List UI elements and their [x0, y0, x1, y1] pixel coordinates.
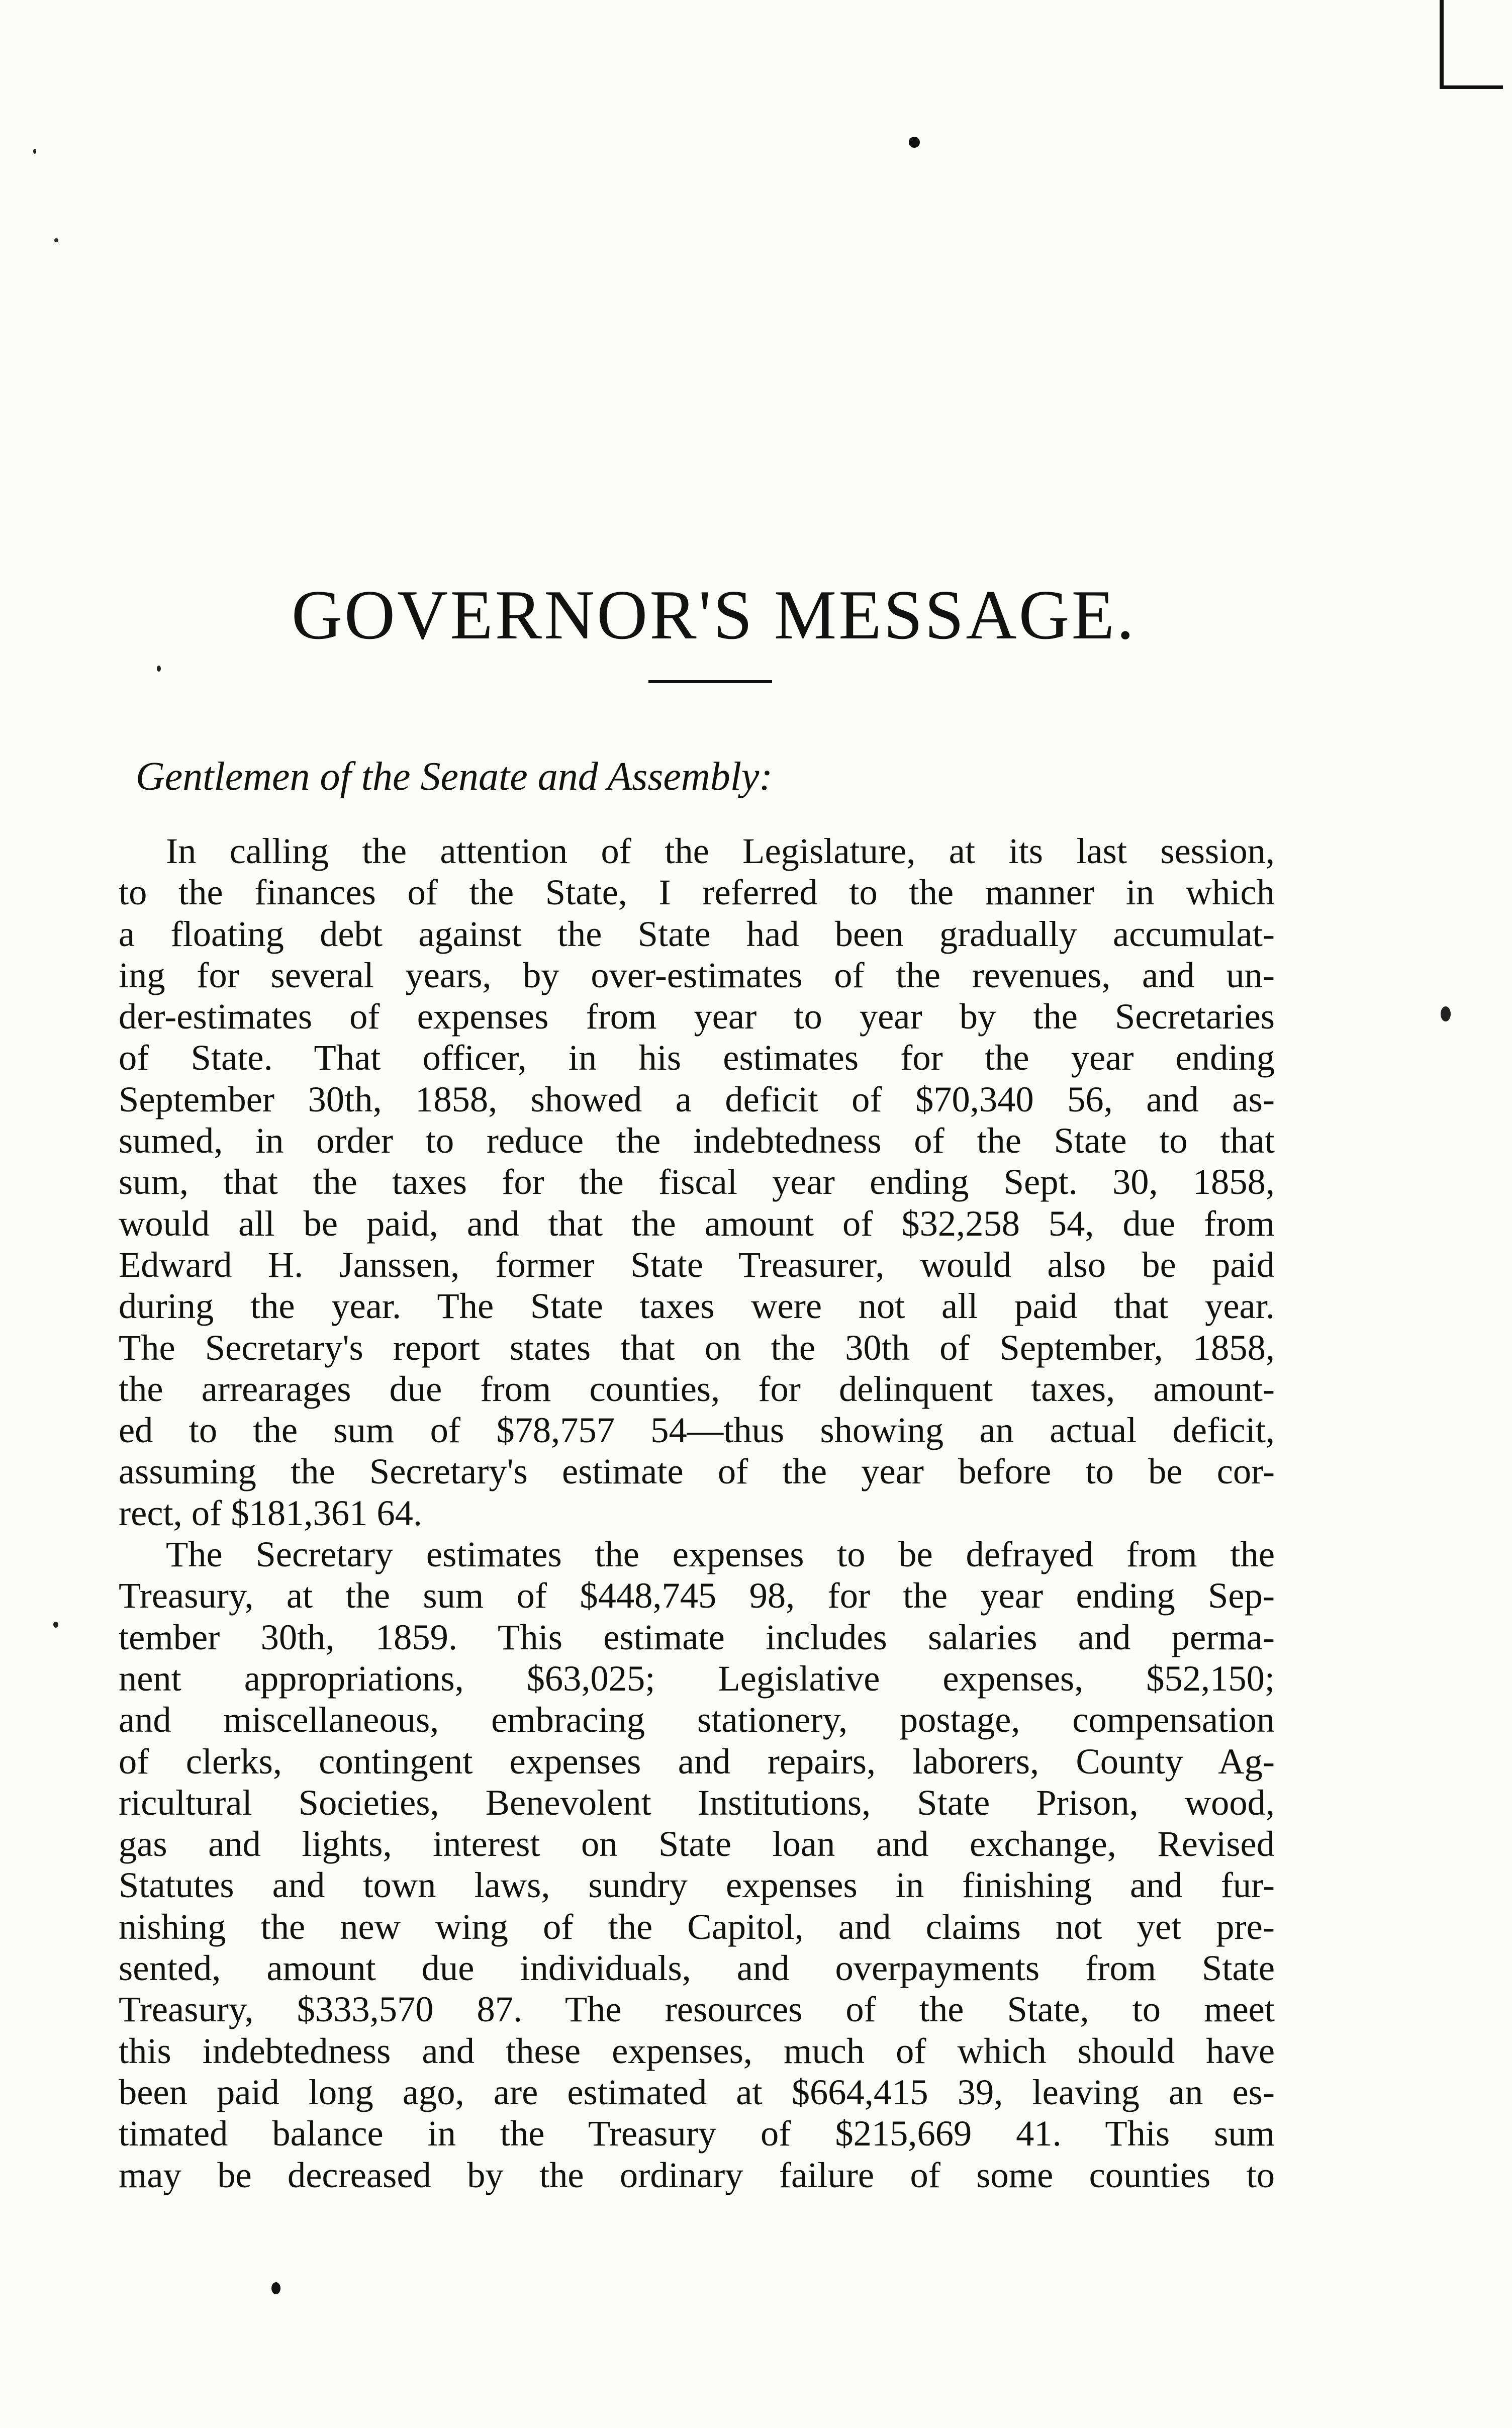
text-line: this indebtedness and these expenses, much of which should have [119, 2030, 1275, 2071]
text-line: during the year. The State taxes were not all paid that year. [119, 1285, 1275, 1327]
message-body [119, 830, 1275, 2196]
text-line: gas and lights, interest on State loan and exchange, Revised [119, 1823, 1275, 1864]
text-line: nent appropriations, $63,025; Legislative expenses, $52,150; [119, 1657, 1275, 1699]
text-line: Treasury, $333,570 87. The resources of the State, to meet [119, 1989, 1275, 2030]
text-line: ricultural Societies, Benevolent Institutions, State Prison, wood, [119, 1782, 1275, 1823]
title-rule [648, 680, 772, 683]
page-edge-mark [1440, 0, 1503, 89]
text-line: been paid long ago, are estimated at $664,415 39, leaving an es- [119, 2071, 1275, 2112]
ink-speck [1441, 1006, 1451, 1021]
ink-dot [909, 137, 920, 148]
paragraph-2 [119, 1534, 1275, 2196]
text-line: sum, that the taxes for the fiscal year ending Sept. 30, 1858, [119, 1161, 1275, 1202]
text-line: Statutes and town laws, sundry expenses in finishing and fur- [119, 1864, 1275, 1906]
ink-speck [33, 149, 36, 154]
paragraph-1 [119, 830, 1275, 1534]
text-line: and miscellaneous, embracing stationery, postage, compensation [119, 1699, 1275, 1740]
page-title: GOVERNOR'S MESSAGE. [291, 576, 1137, 654]
text-line: nishing the new wing of the Capitol, and claims not yet pre- [119, 1906, 1275, 1947]
text-line: ing for several years, by over-estimates of the revenues, and un- [119, 954, 1275, 995]
text-line: sumed, in order to reduce the indebtedness of the State to that [119, 1120, 1275, 1161]
text-line: of clerks, contingent expenses and repairs, laborers, County Ag- [119, 1740, 1275, 1782]
text-line: a floating debt against the State had been gradually accumulat- [119, 913, 1275, 954]
text-line: Edward H. Janssen, former State Treasurer, would also be paid [119, 1244, 1275, 1285]
text-line: The Secretary estimates the expenses to be defrayed from the [166, 1534, 1275, 1575]
salutation: Gentlemen of the Senate and Assembly: [136, 755, 773, 799]
text-line: der-estimates of expenses from year to year by the Secretaries [119, 996, 1275, 1037]
text-line: The Secretary's report states that on the 30th of September, 1858, [119, 1327, 1275, 1368]
text-line: assuming the Secretary's estimate of the year before to be cor- [119, 1451, 1275, 1492]
ink-speck [53, 1622, 58, 1628]
text-line: In calling the attention of the Legislature, at its last session, [166, 830, 1275, 871]
text-line: would all be paid, and that the amount of $32,258 54, due from [119, 1202, 1275, 1244]
text-line: of State. That officer, in his estimates for the year ending [119, 1037, 1275, 1078]
ink-speck [54, 238, 58, 242]
text-line: Treasury, at the sum of $448,745 98, for the year ending Sep- [119, 1575, 1275, 1616]
ink-dot [271, 2282, 280, 2294]
text-line: the arrearages due from counties, for delinquent taxes, amount- [119, 1368, 1275, 1409]
text-line: tember 30th, 1859. This estimate includes salaries and perma- [119, 1616, 1275, 1657]
text-line: timated balance in the Treasury of $215,669 41. This sum [119, 2113, 1275, 2154]
text-line: rect, of $181,361 64. [119, 1492, 423, 1533]
text-line: September 30th, 1858, showed a deficit of $70,340 56, and as- [119, 1078, 1275, 1119]
ink-speck [157, 666, 161, 672]
text-line: may be decreased by the ordinary failure of some counties to [119, 2154, 1275, 2195]
text-line: to the finances of the State, I referred to the manner in which [119, 872, 1275, 913]
text-line: sented, amount due individuals, and overpayments from State [119, 1947, 1275, 1989]
text-line: ed to the sum of $78,757 54—thus showing an actual deficit, [119, 1410, 1275, 1451]
